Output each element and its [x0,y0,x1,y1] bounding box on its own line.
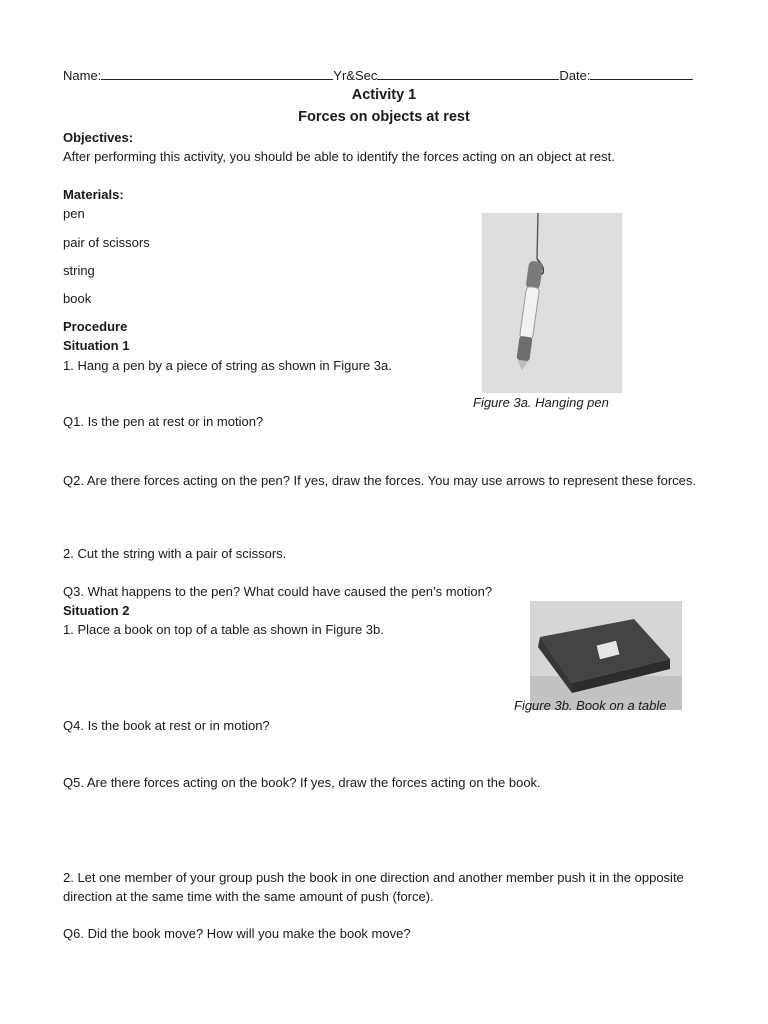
step-2: 2. Cut the string with a pair of scissors. [63,546,287,561]
book-on-table-image [530,601,682,710]
material-item: book [63,291,92,306]
question-6: Q6. Did the book move? How will you make the book move? [63,926,411,941]
step-2-situation-2: 2. Let one member of your group push the book in one direction and another member push it in the opposite direction at the same time with the same amount of push (force). [63,870,684,904]
section-blank [377,67,559,80]
activity-title: Activity 1 [351,87,417,103]
procedure-heading: Procedure [63,319,128,334]
question-5: Q5. Are there forces acting on the book? If yes, draw the forces acting on the book. [63,775,541,790]
hanging-pen-image [482,213,622,393]
question-2: Q2. Are there forces acting on the pen? If yes, draw the forces. You may use arrows to represent these forces. [63,473,697,488]
situation-2-heading: Situation 2 [63,603,130,618]
objectives-text: After performing this activity, you should be able to identify the forces acting on an object at rest. [63,149,615,164]
date-label: Date: [559,68,591,83]
section-label: Yr&Sec [333,68,378,83]
step-1: 1. Hang a pen by a piece of string as shown in Figure 3a. [63,358,392,373]
material-item: string [63,263,95,278]
figure-3a-caption: Figure 3a. Hanging pen [473,395,609,410]
question-3: Q3. What happens to the pen? What could have caused the pen’s motion? [63,584,493,599]
activity-subtitle: Forces on objects at rest [298,109,470,125]
header-row [63,67,693,84]
figure-3b-caption: Figure 3b. Book on a table [514,698,667,713]
question-4: Q4. Is the book at rest or in motion? [63,718,270,733]
objectives-heading: Objectives: [63,130,134,145]
question-1: Q1. Is the pen at rest or in motion? [63,414,264,429]
date-blank [590,67,693,80]
name-label: Name: [63,68,102,83]
material-item: pen [63,206,85,221]
materials-heading: Materials: [63,187,124,202]
step-1-situation-2: 1. Place a book on top of a table as shown in Figure 3b. [63,622,384,637]
situation-1-heading: Situation 1 [63,338,130,353]
name-blank [101,67,333,80]
material-item: pair of scissors [63,235,150,250]
